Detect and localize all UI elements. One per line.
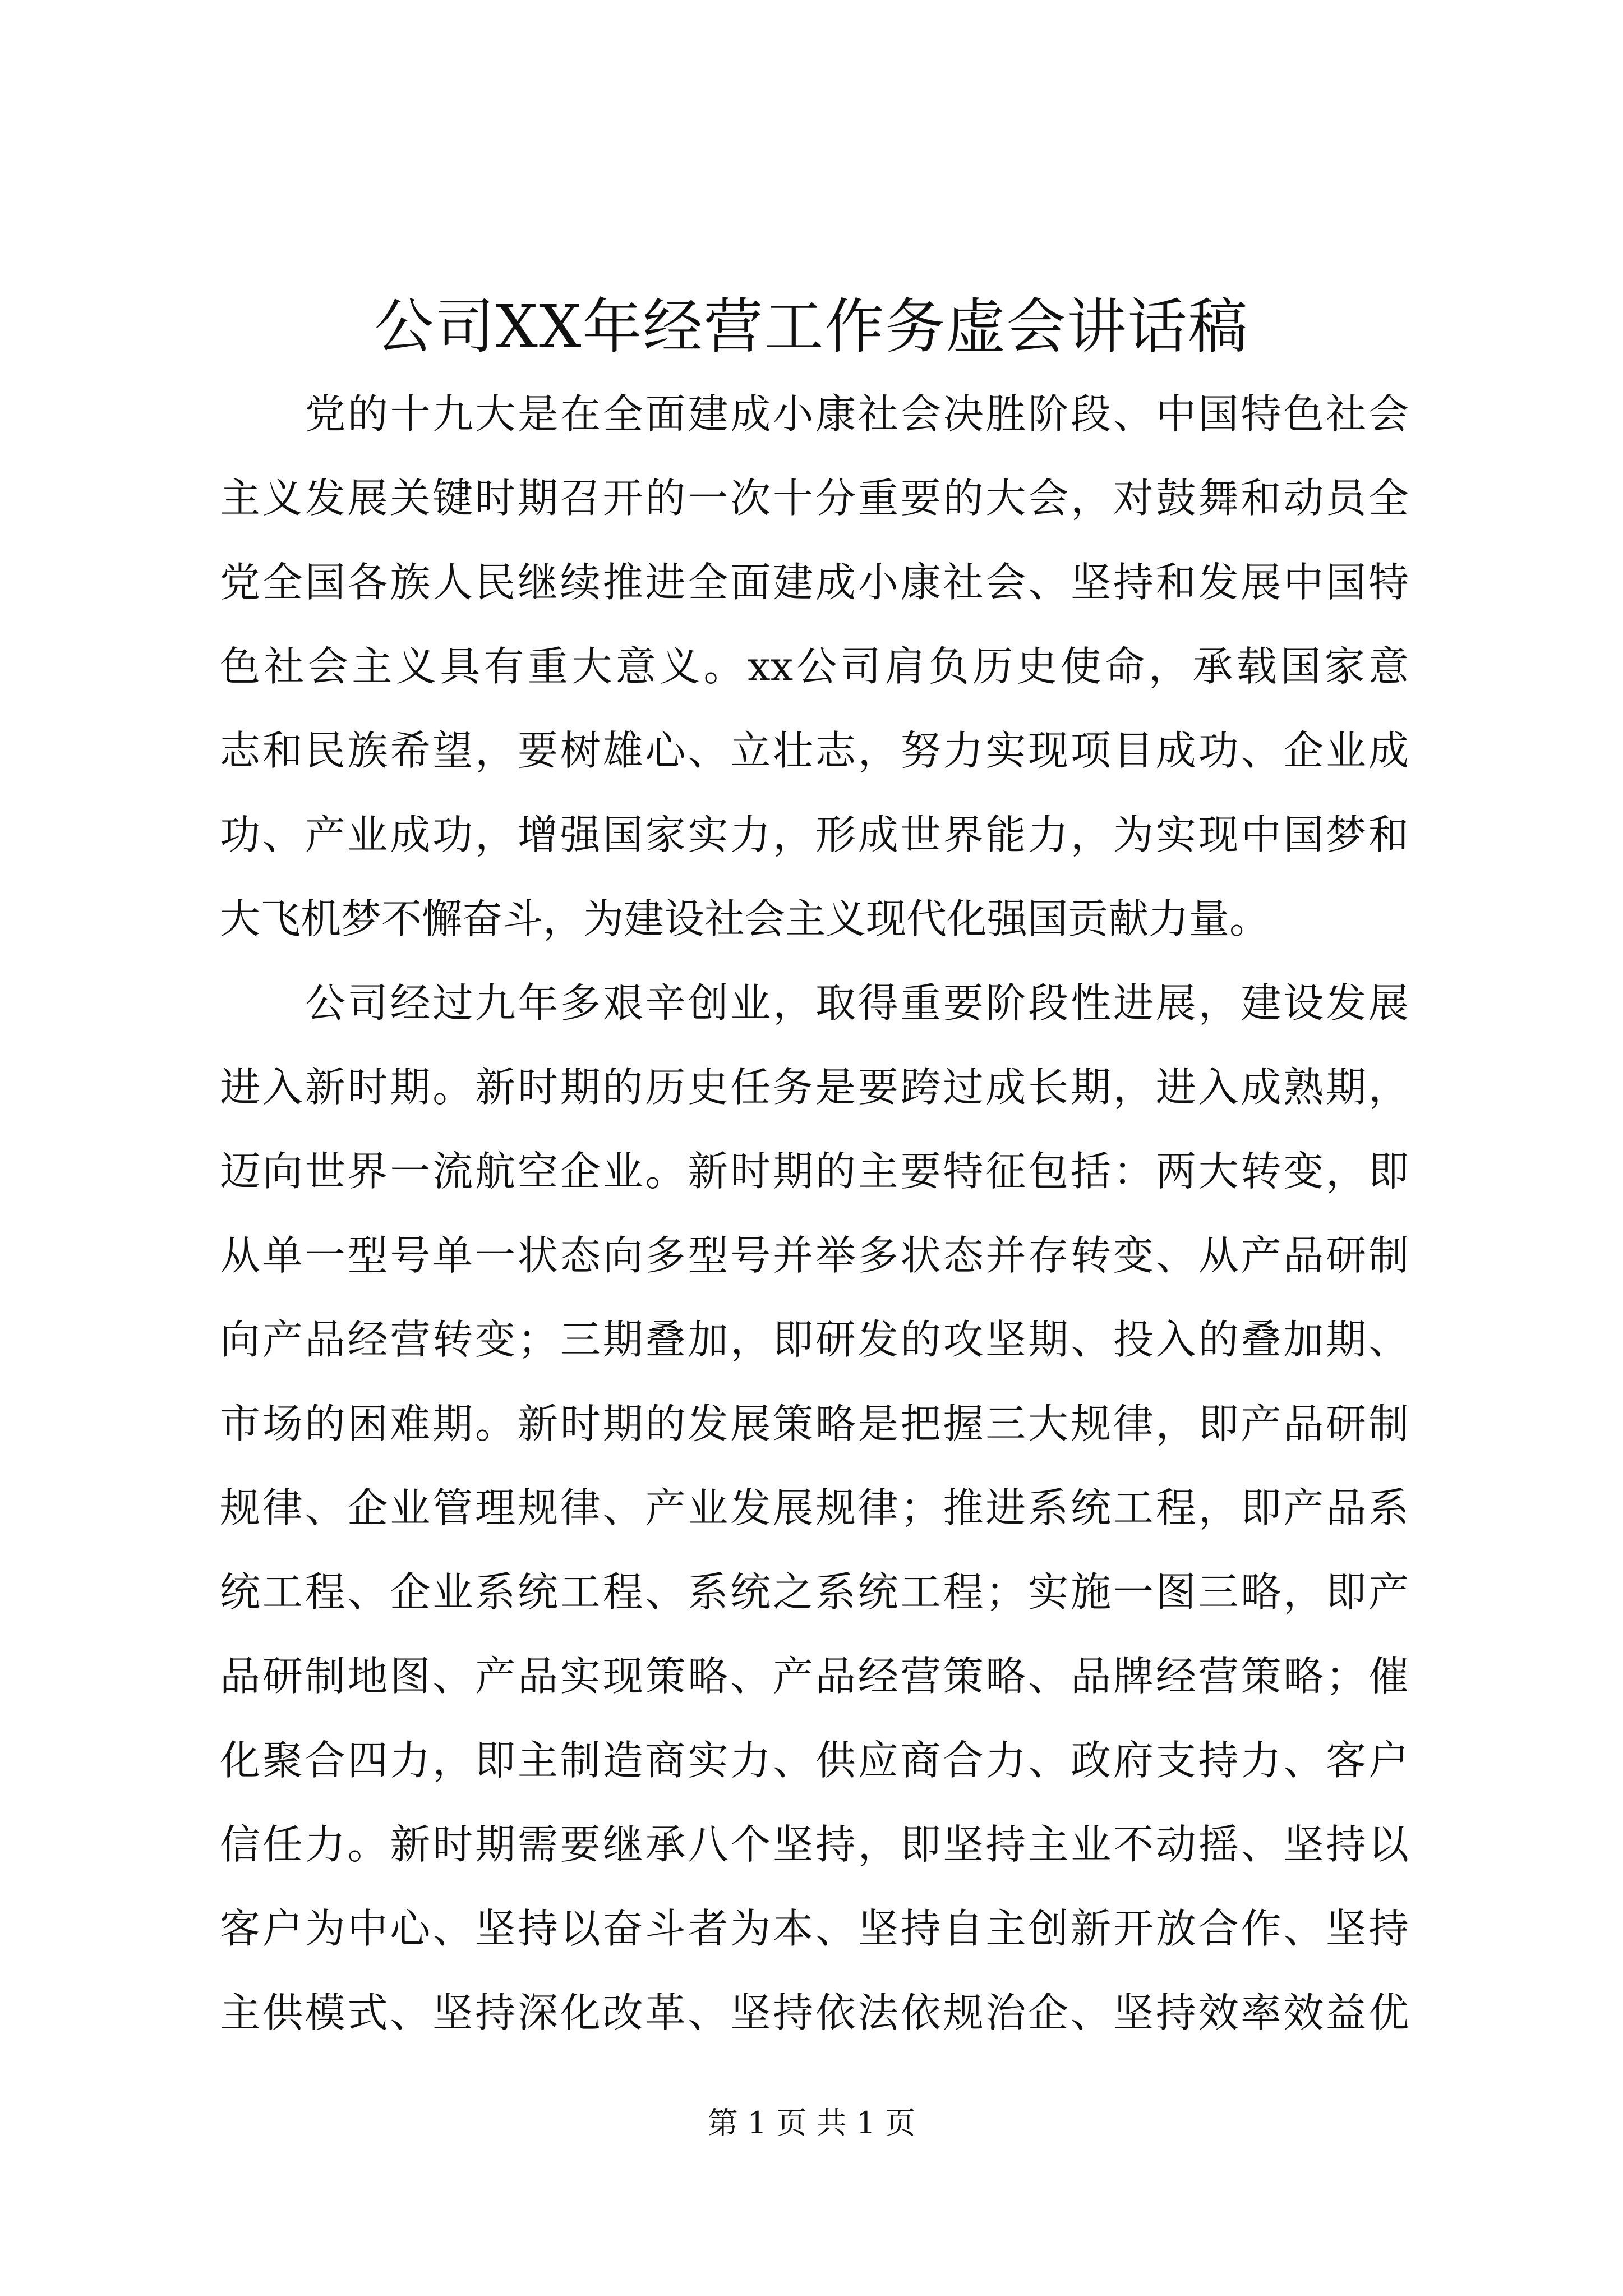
text-line: 规律、企业管理规律、产业发展规律；推进系统工程，即产品系 <box>220 1484 1409 1531</box>
document-title: 公司XX年经营工作务虚会讲话稿 <box>374 292 1249 361</box>
text-line: 大飞机梦不懈奋斗，为建设社会主义现代化强国贡献力量。 <box>220 895 1270 942</box>
text-line: 党的十九大是在全面建成小康社会决胜阶段、中国特色社会 <box>305 390 1409 438</box>
text-line: 党全国各族人民继续推进全面建成小康社会、坚持和发展中国特 <box>220 559 1409 606</box>
text-line: 从单一型号单一状态向多型号并举多状态并存转变、从产品研制 <box>220 1232 1409 1279</box>
text-line: 市场的困难期。新时期的发展策略是把握三大规律，即产品研制 <box>220 1400 1409 1447</box>
text-line: 信任力。新时期需要继承八个坚持，即坚持主业不动摇、坚持以 <box>220 1821 1409 1868</box>
text-line: 主供模式、坚持深化改革、坚持依法依规治企、坚持效率效益优 <box>220 1989 1409 2036</box>
paragraph-1 <box>220 372 1409 961</box>
page-footer: 第 1 页 共 1 页 <box>707 2105 916 2141</box>
text-line: 迈向世界一流航空企业。新时期的主要特征包括：两大转变，即 <box>220 1148 1409 1195</box>
text-line: 品研制地图、产品实现策略、产品经营策略、品牌经营策略；催 <box>220 1653 1409 1700</box>
text-line: 统工程、企业系统工程、系统之系统工程；实施一图三略，即产 <box>220 1568 1409 1616</box>
text-line: 主义发展关键时期召开的一次十分重要的大会，对鼓舞和动员全 <box>220 475 1409 522</box>
text-line: 公司经过九年多艰辛创业，取得重要阶段性进展，建设发展 <box>305 979 1409 1027</box>
paragraph-2 <box>220 961 1409 2055</box>
text-line: 客户为中心、坚持以奋斗者为本、坚持自主创新开放合作、坚持 <box>220 1905 1409 1952</box>
text-line: 志和民族希望，要树雄心、立壮志，努力实现项目成功、企业成 <box>220 727 1409 774</box>
document-body <box>220 372 1409 2055</box>
text-line: 进入新时期。新时期的历史任务是要跨过成长期，进入成熟期， <box>220 1064 1409 1111</box>
text-line: 功、产业成功，增强国家实力，形成世界能力，为实现中国梦和 <box>220 811 1409 858</box>
text-line: 色社会主义具有重大意义。xx公司肩负历史使命，承载国家意 <box>220 643 1409 690</box>
text-line: 向产品经营转变；三期叠加，即研发的攻坚期、投入的叠加期、 <box>220 1316 1409 1363</box>
text-line: 化聚合四力，即主制造商实力、供应商合力、政府支持力、客户 <box>220 1737 1409 1784</box>
